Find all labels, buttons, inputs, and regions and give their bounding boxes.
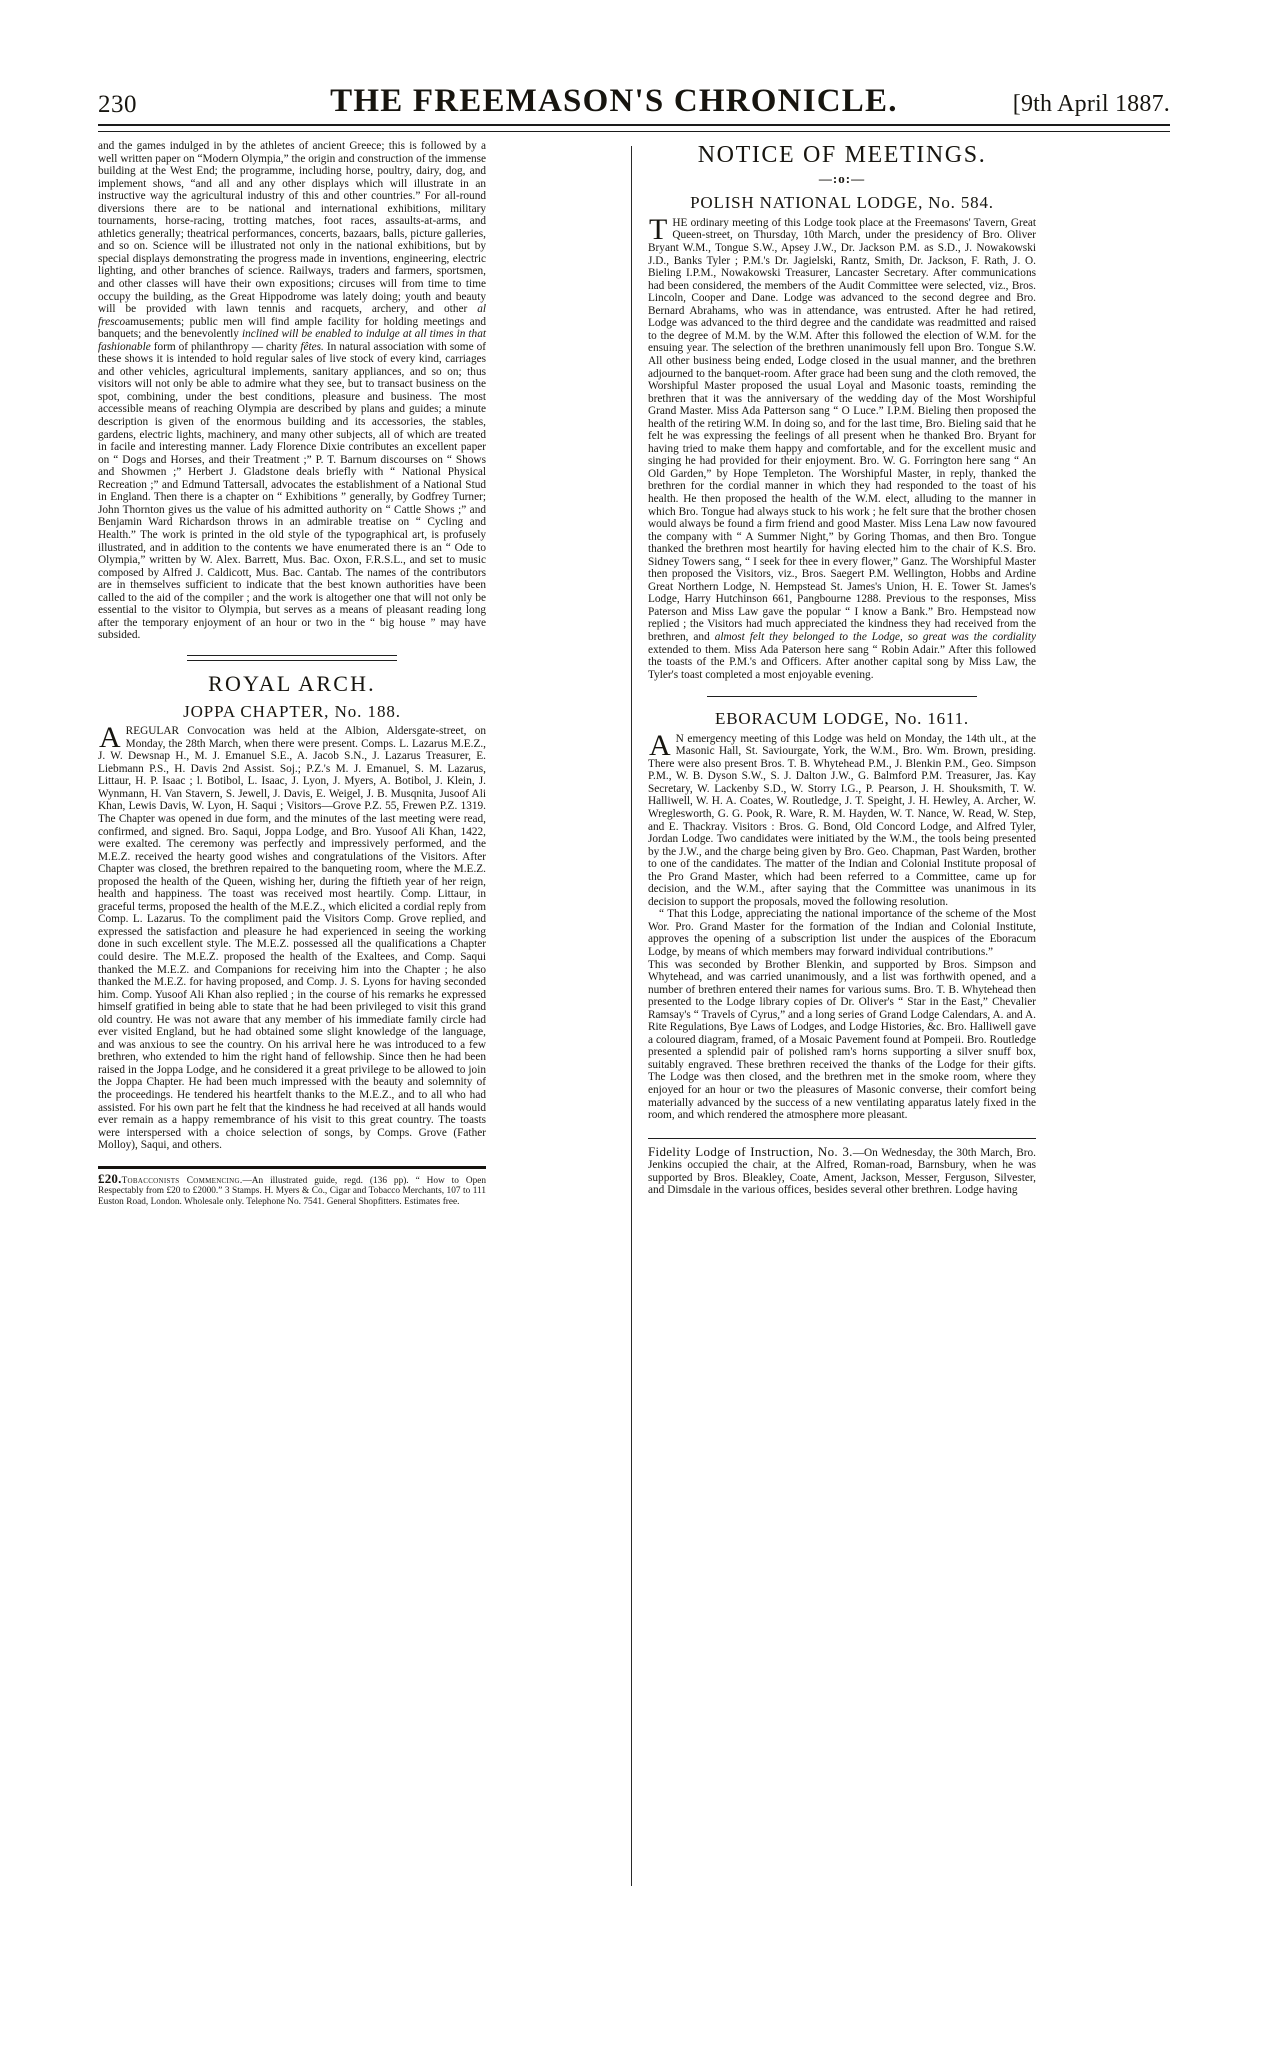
eboracum-resolution: “ That this Lodge, appreciating the national importance of the scheme of the Most Wor. Pro. Grand Master for the formation of the Indian and Colonial Institute, approves the opening of a subscription list under the auspices of the Eboracum Lodge, by means of which members may forward individual contributions.” [648, 908, 1036, 959]
tobacconists-advertisement[interactable] [98, 1170, 486, 1208]
polish-lodge-text-end: extended to them. Miss Ada Paterson here sang “ Robin Adair.” After this followed the toasts of the P.M.'s and Officers. After another capital song by Miss Law, the Tyler's toast completed a most enjoyable evening. [648, 643, 1036, 681]
eboracum-lodge-text: N emergency meeting of this Lodge was held on Monday, the 14th ult., at the Masonic Hall, St. Saviourgate, York, the W.M., Bro. Wm. Brown, presiding. There were also present Bros. T. B. Whytehead P.M., J. Blenkin P.M., Geo. Simpson P.M., W. B. Dyson S.W., S. J. Dalton J.W., G. Balmford P.M. Treasurer, Jas. Kay Secretary, W. Lackenby S.D., W. Storry I.G., P. Pearson, J. H. Shouksmith, T. W. Halliwell, W. H. A. Coates, W. Routledge, J. T. Speight, J. H. Hewley, A. Archer, W. Wreglesworth, G. G. Pook, R. Ware, R. M. Hayden, W. T. Nance, W. Read, W. Step, and E. Thackray. Visitors : Bros. G. Bond, Old Concord Lodge, and Alfred Tyler, Jordan Lodge. Two candidates were initiated by the W.M., the tools being presented by the J.W., and the charge being given by Bro. Geo. Chapman, Past Warden, brother to one of the candidates. The matter of the Indian and Colonial Institute proposal of the Pro Grand Master, which had been referred to a Committee, came up for decision, and the W.M., after saying that the Committee was unanimous in its decision to support the proposals, moved the following resolution. [648, 732, 1036, 908]
advertisement-rule [98, 1166, 486, 1169]
issue-date: [9th April 1887. [1012, 91, 1170, 117]
fidelity-lodge-lead: Fidelity Lodge of Instruction, No. 3. [648, 1143, 853, 1159]
left-column [98, 140, 486, 1208]
eboracum-section-rule [707, 696, 977, 697]
masthead-rule [98, 124, 1170, 132]
dropcap-letter: T [649, 212, 668, 246]
dropcap-letter: A [649, 728, 671, 762]
eboracum-lodge-body-continued: This was seconded by Brother Blenkin, and supported by Bros. Simpson and Whytehead, and was carried unanimously, and a list was forthwith opened, and a number of brethren entered their names for various sums. Bro. T. B. Whytehead then presented to the Lodge library copies of Dr. Oliver's “ Star in the East,” Chevalier Ramsay's “ Travels of Cyrus,” and a long series of Grand Lodge Calendars, A. and A. Rite Regulations, Bye Laws of Lodges, and Lodge Histories, &c. Bro. Halliwell gave a coloured diagram, framed, of a Mosaic Pavement found at Pompeii. Bro. Routledge presented a splendid pair of polished ram's horns supporting a silver snuff box, suitably engraved. These brethren received the thanks of the Lodge for their gifts. The Lodge was then closed, and the brethren met in the smoke room, where they enjoyed for an hour or two the pleasures of Masonic converse, their comfort being materially advanced by the success of a new ventilating apparatus lately fixed in the room, and which rendered the atmosphere more pleasant. [648, 958, 1036, 1122]
ornament-divider-icon: —:o:— [818, 171, 866, 187]
fidelity-section-rule [648, 1138, 1036, 1139]
olympia-text-part-3: form of philanthropy — charity [150, 340, 301, 353]
masthead [98, 74, 1170, 118]
page-folio-number: 230 [98, 91, 137, 118]
joppa-chapter-text: REGULAR Convocation was held at the Albion, Aldersgate-street, on Monday, the 28th March, when there were present. Comps. L. Lazarus M.E.Z., J. W. Dewsnap H., M. J. Emanuel S.E., A. Jacob S.N., J. Lazarus Treasurer, E. Liebmann P.S., H. Davis 2nd Assist. Soj.; P.Z.'s M. J. Emanuel, S. M. Lazarus, Littaur, H. P. Isaac ; l. Botibol, L. Isaac, J. Lyon, J. Myers, A. Botibol, J. Klein, J. Wynmann, H. Van Stavern, S. Jewell, J. Davis, E. Weigel, J. B. Musqnita, Jusoof Ali Khan, Lewis Davis, W. Lyon, H. Saqui ; Visitors—Grove P.Z. 55, Frewen P.Z. 1319. The Chapter was opened in due form, and the minutes of the last meeting were read, confirmed, and signed. Bro. Saqui, Joppa Lodge, and Bro. Yusoof Ali Khan, 1422, were exalted. The ceremony was perfectly and impressively performed, and the M.E.Z. received the hearty good wishes and congratulations of the Visitors. After Chapter was closed, the brethren repaired to the banqueting room, where the M.E.Z. proposed the health of the Queen, wishing her, during the fiftieth year of her reign, health and happiness. The toast was received most heartily. Comp. Littaur, in graceful terms, proposed the health of the M.E.Z., which elicited a cordial reply from Comp. L. Lazarus. To the compliment paid the Visitors Comp. Grove replied, and expressed the satisfaction and pleasure he had experienced in seeing the working done in such excellent style. The M.E.Z. possessed all the qualifications a Chapter could desire. The M.E.Z. proposed the health of the Exaltees, and Comp. Saqui thanked the M.E.Z. and Companions for receiving him into the Chapter ; he also thanked the M.E.Z. for having proposed, and Comp. J. S. Lyons for having seconded him. Comp. Yusoof Ali Khan also replied ; in the course of his remarks he expressed himself gratified in being able to state that he had been privileged to visit this grand old country. He was not aware that any member of his immediate family circle had ever visited England, but he had obtained some slight knowledge of the language, and was anxious to see the country. On his arrival here he was introduced to a few brethren, who extended to him the right hand of fellowship. Since then he had been raised in the Joppa Lodge, and he considered it a great privilege to be allowed to join the Joppa Chapter. He had been much impressed with the beauty and solemnity of the proceedings. He tendered his heartfelt thanks to the M.E.Z., and to all who had assisted. For his own part he felt that the kindness he had received at all hands would ever remain as a happy remembrance of his visit to this great country. The toasts were interspersed with a choice selection of songs, by Comps. Grove (Father Molloy), Saqui, and others. [98, 725, 486, 1152]
al-fresco-italic: al fresco [98, 303, 486, 328]
advert-headline: Tobacconists Commencing. [121, 1175, 243, 1186]
joppa-chapter-body [98, 721, 486, 1152]
fidelity-lodge-text: —On Wednesday, the 30th March, Bro. Jenkins occupied the chair, at the Alfred, Roman-road, Barnsbury, when he was supported by Bros. Bleakley, Coate, Ament, Jackson, Messer, Ferguson, Silvester, and Dimsdale in the various offices, besides several other brethren. Lodge having [648, 1146, 1036, 1197]
eboracum-lodge-heading: EBORACUM LODGE, No. 1611. [715, 709, 969, 729]
column-divider [631, 146, 632, 1886]
polish-lodge-body [648, 212, 1036, 681]
olympia-article-paragraph-1 [98, 140, 486, 642]
olympia-text-part-2: amusements; public men will find ample facility for holding meetings and banquets; and the benevolently [98, 315, 486, 341]
fetes-italic: fêtes. [300, 340, 324, 353]
advert-amount: £20. [98, 1170, 122, 1186]
dropcap-letter: A [99, 721, 121, 755]
inclined-italic-line: inclined will be enabled to indulge at all times in that fashionable [98, 328, 486, 353]
royal-arch-section-rule [187, 655, 397, 661]
advert-body: —An illustrated guide, regd. (136 pp). “ How to Open Respectably from £20 to £2000.” 3 Stamps. H. Myers & Co., Cigar and Tobacco Merchants, 107 to 111 Euston Road, London. Wholesale only. Telephone No. 7541. General Shopfitters. Estimates free. [98, 1175, 486, 1207]
fidelity-lodge-item [648, 1143, 1036, 1197]
right-column [648, 140, 1036, 1197]
polish-lodge-italic-fragment: almost felt they belonged to the Lodge, so great was the cordiality [714, 630, 1036, 643]
olympia-text-part-4: In natural association with some of these shows it is intended to hold regular sales of live stock of every kind, carriages and other vehicles, agricultural implements, sanitary appliances, and so on; thus visitors will not only be able to admire what they see, but to transact business on the spot, combining, under the best conditions, pleasure and business. The most accessible means of reaching Olympia are described by plans and guides; a minute description is given of the enormous building and its accessories, the stables, gardens, electric lights, machinery, and many other subjects, all of which are treated in facile and interesting manner. Lady Florence Dixie contributes an excellent paper on “ Dogs and Horses, and their Treatment ;” P. T. Barnum discourses on “ Shows and Showmen ;” Herbert J. Gladstone deals briefly with “ National Physical Recreation ;” and Edmund Tattersall, advocates the establishment of a National Stud in England. Then there is a chapter on “ Exhibitions ” generally, by Godfrey Turner; John Thornton gives us the value of his admitted authority on “ Cattle Shows ;” and Benjamin Ward Richardson throws in an admirable treatise on “ Cycling and Health.” The work is printed in the old style of the typographical art, is profusely illustrated, and in addition to the contents we have enumerated there is an “ Ode to Olympia,” written by W. Alex. Barrett, Mus. Bac. Oxon, F.R.S.L., and set to music composed by Alfred J. Caldicott, Mus. Bac. Cantab. The names of the contributors are in themselves sufficient to indicate that the best known authorities have been called to the aid of the compiler ; and the work is altogether one that will not only be essential to the visitor to Olympia, but serves as a means of pleasant reading long after the temporary enjoyment of an hour or two in the “ big house ” may have subsided. [98, 340, 486, 642]
notice-of-meetings-heading: NOTICE OF MEETINGS. [697, 142, 987, 168]
eboracum-lodge-body [648, 728, 1036, 909]
publication-title: THE FREEMASON'S CHRONICLE. [330, 83, 898, 119]
joppa-chapter-heading: JOPPA CHAPTER, No. 188. [183, 701, 401, 721]
olympia-text-part-1: and the games indulged in by the athletes of ancient Greece; this is followed by a well written paper on “Modern Olympia,” the origin and construction of the immense building at the West End; the programme, including horse, poultry, dairy, dog, and implement shows, “and all and any other displays which will illustrate in an instructive way the agricultural industry of this and other countries.” For all-round diversions there are to be national and international exhibitions, military tournaments, horse-racing, trotting matches, foot races, assaults-at-arms, and athletics generally; theatrical performances, concerts, bazaars, balls, picture galleries, and so on. Science will be illustrated not only in the national exhibitions, but by special displays demonstrating the progress made in inventions, engineering, electric lighting, and other branches of science. Railways, traders and farmers, sportsmen, and other classes will have their own expositions; circuses will from time to time occupy the building, as the Great Hippodrome was lately doing; youth and beauty will be provided with lawn tennis and racquets, archery, and other [98, 140, 487, 316]
polish-national-lodge-heading: POLISH NATIONAL LODGE, No. 584. [690, 193, 994, 213]
royal-arch-heading: ROYAL ARCH. [208, 670, 376, 696]
polish-lodge-text: HE ordinary meeting of this Lodge took place at the Freemasons' Tavern, Great Queen-street, on Thursday, 10th March, under the presidency of Bro. Oliver Bryant W.M., Tongue S.W., Apsey J.W., Dr. Jackson P.M. as S.D., J. Nowakowski J.D., Banks Tyler ; P.M.'s Dr. Jagielski, Rantz, Smith, Dr. Jackson, F. Rath, J. O. Bieling I.P.M., Nowakowski Treasurer, Lancaster Secretary. After communications had been considered, the members of the Audit Committee were selected, viz., Bros. Lincoln, Cooper and Dane. Lodge was advanced to the second degree and Bro. Bernard Abrahams, who was in attendance, was entrusted. After he had retired, Lodge was advanced to the third degree and the candidate was readmitted and raised to the degree of M.M. by the W.M. After this followed the election of W.M. for the ensuing year. The selection of the brethren unanimously fell upon Bro. Tongue S.W. All other business being ended, Lodge closed in the usual manner, and the brethren adjourned to the banquet-room. After grace had been sung and the cloth removed, the Worshipful Master proposed the usual Loyal and Masonic toasts, reminding the brethren that it was the anniversary of the wedding day of the Most Worshipful Grand Master. Miss Ada Patterson sang “ O Luce.” I.P.M. Bieling then proposed the health of the retiring W.M. In doing so, and for the last time, Bro. Bieling said that he felt he was expressing the feelings of all present when he thanked Bro. Bryant for having tried to make them happy and comfortable, and for the excellent music and singing he had provided for their enjoyment. Bro. W. G. Forrington here sang “ An Old Garden,” by Hope Templeton. The Worshipful Master, in reply, thanked the brethren for the cordial manner in which they had responded to the toast of his health. He then proposed the health of the W.M. elect, alluding to the manner in which Bro. Tongue had always stuck to his work ; he felt sure that the brother chosen would always be found a firm friend and good Master. Miss Lena Law now favoured the company with “ A Summer Night,” by Goring Thomas, and then Bro. Tongue thanked the brethren most heartily for having elected him to the chair of K.S. Bro. Sidney Towers sang, “ I seek for thee in every flower,” Ganz. The Worshipful Master then proposed the Visitors, viz., Bros. Saegert P.M. Wellington, Hobbs and Ardine Great Northern Lodge, N. Hempstead St. James's Union, H. E. Tower St. James's Lodge, Harry Hutchinson 661, Pangbourne 1288. Previous to the responses, Miss Paterson and Miss Law gave the popular “ I know a Bank.” Bro. Hempstead now replied ; the Visitors had much appreciated the kindness they had received from the brethren, and [648, 216, 1036, 643]
